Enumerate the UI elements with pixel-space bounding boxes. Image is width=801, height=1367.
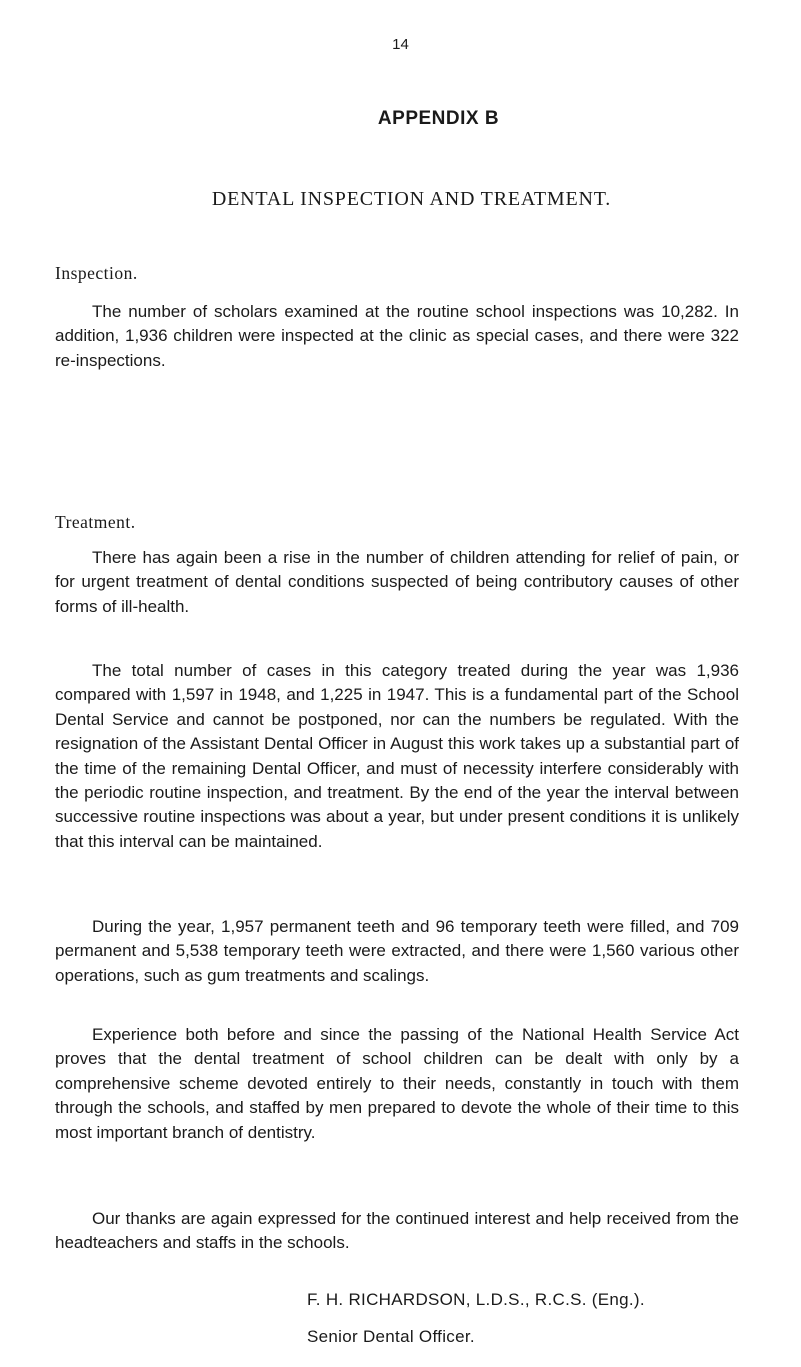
appendix-heading: APPENDIX B <box>377 108 500 129</box>
treatment-paragraph-experience: Experience both before and since the passing of the National Health Service Act proves that the dental treatment of school children can be dealt with only by a comprehensive scheme devoted entirely to their needs, constantly in touch with them through the schools, and staffed by men prepared to devote the whole of their time to this most important branch of dentistry. <box>55 1025 739 1142</box>
treatment-paragraph-thanks: Our thanks are again expressed for the continued interest and help received from the headteachers and staffs in the schools. <box>55 1209 739 1253</box>
page-number: 14 <box>392 36 409 53</box>
signature-name: F. H. RICHARDSON, L.D.S., R.C.S. (Eng.). <box>307 1290 645 1309</box>
treatment-paragraph-totals: The total number of cases in this category treated during the year was 1,936 compared with 1,597 in 1948, and 1,225 in 1947. This is a fundamental part of the School Dental Service and cannot be postponed, nor can the numbers be regulated. With the resignation of the Assistant Dental Officer in August this work takes up a substantial part of the time of the remaining Dental Officer, and must of necessity interfere considerably with the periodic routine inspection, and treatment. By the end of the year the interval between successive routine inspections was about a year, but under present conditions it is unlikely that this interval can be maintained. <box>55 661 739 851</box>
inspection-paragraph: The number of scholars examined at the routine school inspections was 10,282. In addition, 1,936 children were inspected at the clinic as special cases, and there were 322 re-inspections. <box>55 302 739 370</box>
treatment-heading: Treatment. <box>55 512 136 532</box>
inspection-heading: Inspection. <box>55 263 138 283</box>
page-title: DENTAL INSPECTION AND TREATMENT. <box>211 188 612 210</box>
treatment-paragraph-relief: There has again been a rise in the number of children attending for relief of pain, or for urgent treatment of dental conditions suspected of being contributory causes of other forms of ill-health. <box>55 548 739 616</box>
signature-title: Senior Dental Officer. <box>307 1327 475 1346</box>
treatment-paragraph-operations: During the year, 1,957 permanent teeth and 96 temporary teeth were filled, and 709 permanent and 5,538 temporary teeth were extracted, and there were 1,560 various other operations, such as gum treatments and scalings. <box>55 917 739 985</box>
